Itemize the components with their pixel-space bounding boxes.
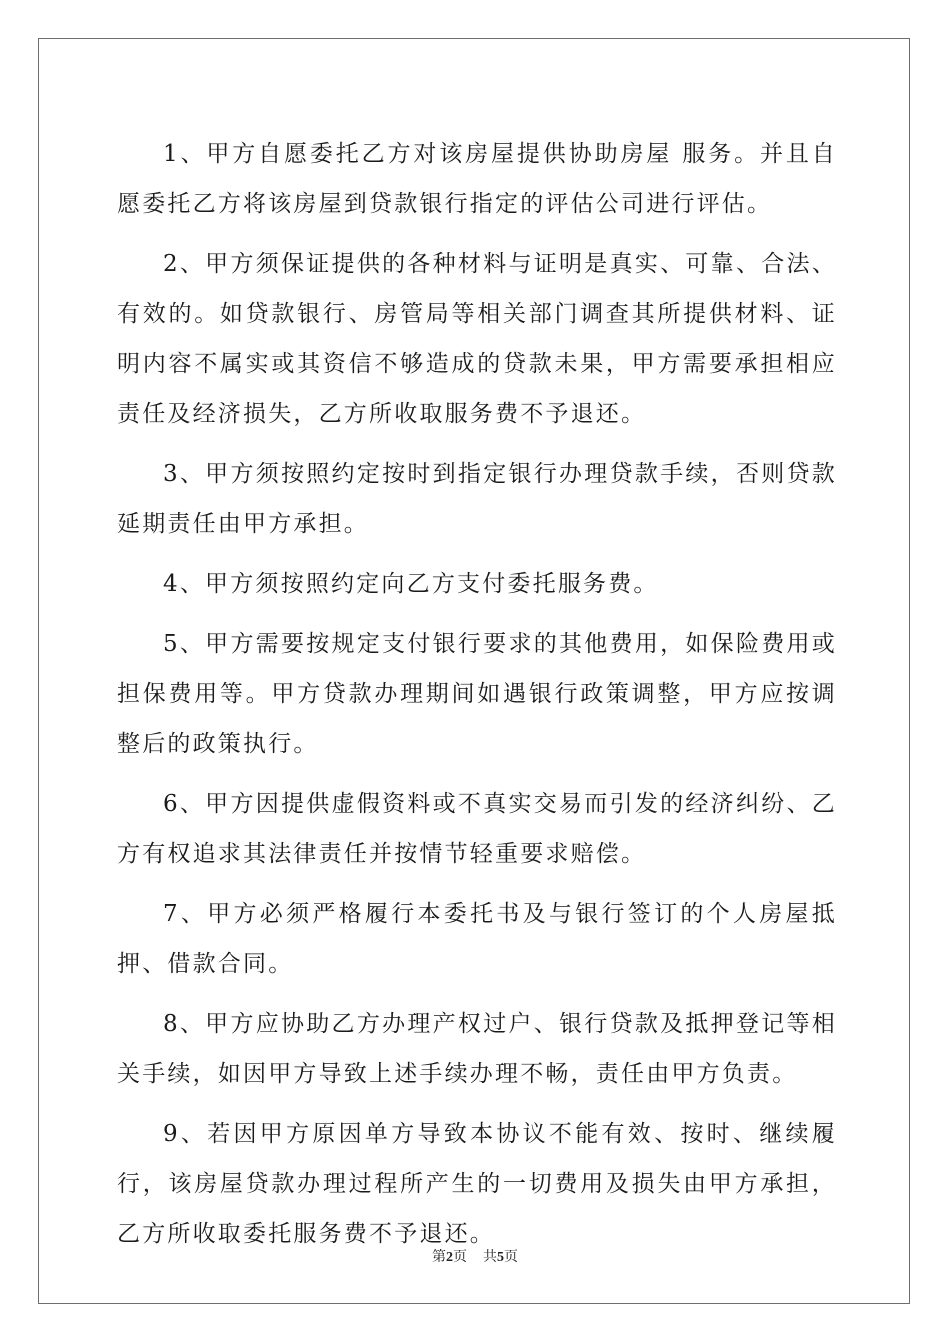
clause-2: 2、甲方须保证提供的各种材料与证明是真实、可靠、合法、有效的。如贷款银行、房管局等相关部门调查其所提供材料、证明内容不属实或其资信不够造成的贷款未果，甲方需要承担相应责任及经济损失，乙方所收取服务费不予退还。 <box>117 251 837 427</box>
clause-7: 7、甲方必须严格履行本委托书及与银行签订的个人房屋抵押、借款合同。 <box>117 901 837 977</box>
total-prefix: 共 <box>483 1250 497 1265</box>
clause-6: 6、甲方因提供虚假资料或不真实交易而引发的经济纠纷、乙方有权追求其法律责任并按情节轻重要求赔偿。 <box>117 791 837 867</box>
page-total <box>483 1250 518 1265</box>
clause-1: 1、甲方自愿委托乙方对该房屋提供协助房屋 服务。并且自愿委托乙方将该房屋到贷款银行指定的评估公司进行评估。 <box>117 141 837 217</box>
page-prefix: 第 <box>432 1250 446 1265</box>
page-suffix: 页 <box>453 1250 467 1265</box>
total-suffix: 页 <box>504 1250 518 1265</box>
clause-9: 9、若因甲方原因单方导致本协议不能有效、按时、继续履行，该房屋贷款办理过程所产生的一切费用及损失由甲方承担，乙方所收取委托服务费不予退还。 <box>117 1121 837 1247</box>
page-footer <box>0 1246 950 1266</box>
current-page: 2 <box>446 1250 453 1265</box>
clause-8: 8、甲方应协助乙方办理产权过户、银行贷款及抵押登记等相关手续，如因甲方导致上述手续办理不畅，责任由甲方负责。 <box>117 1011 837 1087</box>
clause-4: 4、甲方须按照约定向乙方支付委托服务费。 <box>163 571 659 597</box>
clause-3: 3、甲方须按照约定按时到指定银行办理贷款手续，否则贷款延期责任由甲方承担。 <box>117 461 837 537</box>
page-number <box>432 1250 467 1265</box>
clause-5: 5、甲方需要按规定支付银行要求的其他费用，如保险费用或担保费用等。甲方贷款办理期间如遇银行政策调整，甲方应按调整后的政策执行。 <box>117 631 837 757</box>
document-body <box>117 129 837 1269</box>
total-pages: 5 <box>497 1250 504 1265</box>
